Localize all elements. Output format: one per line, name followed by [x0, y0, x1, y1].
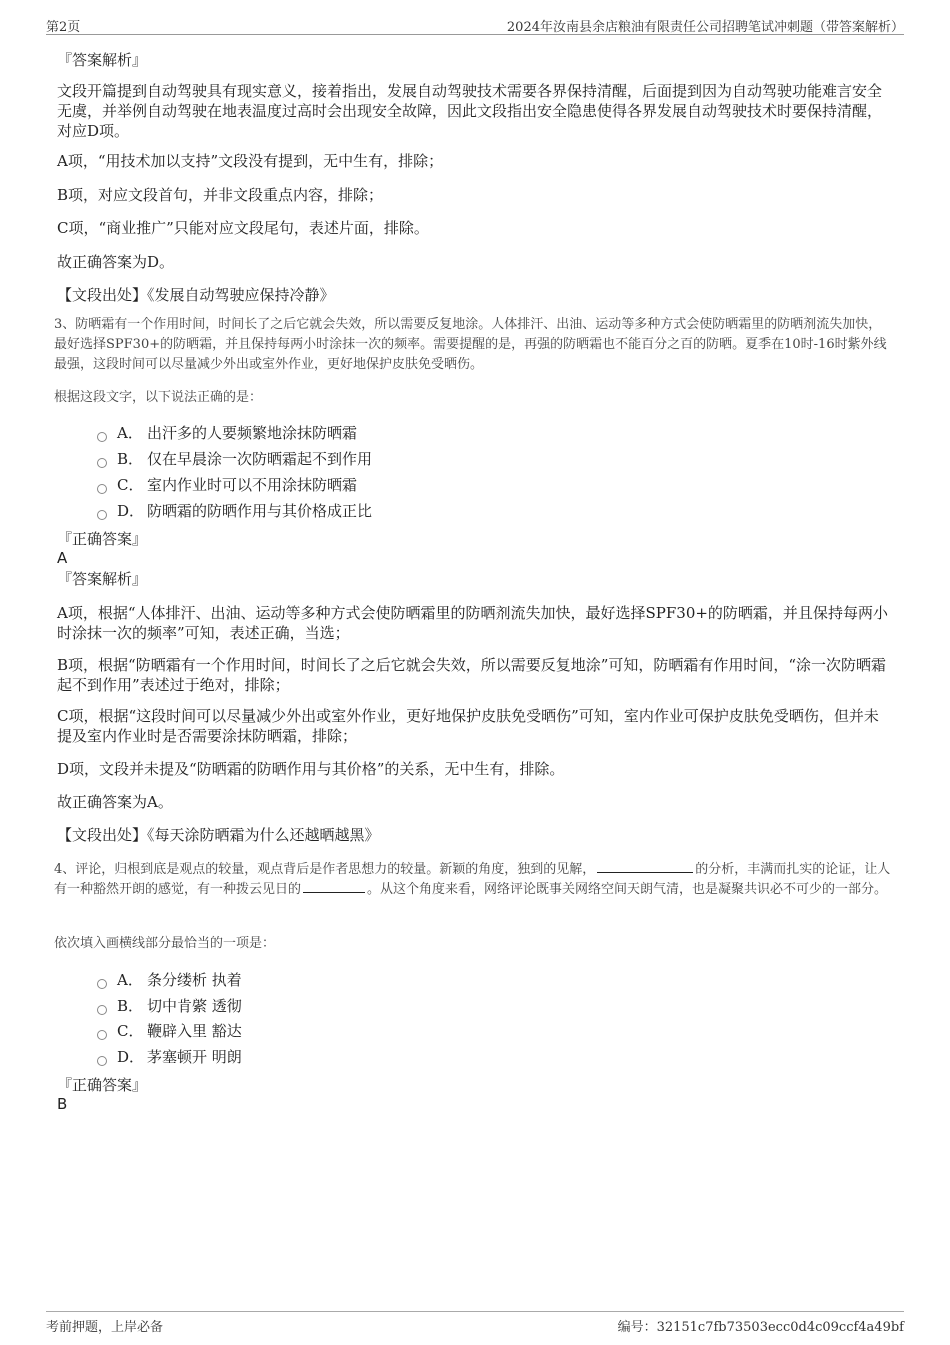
option-key: C． [117, 476, 144, 494]
analysis-option-b: B项，对应文段首句，并非文段重点内容，排除； [57, 186, 384, 204]
option-key: A． [117, 971, 143, 989]
option-b[interactable] [97, 449, 372, 469]
option-key: B． [117, 450, 144, 468]
option-a[interactable] [97, 423, 357, 443]
option-text: 室内作业时可以不用涂抹防晒霜 [147, 476, 358, 494]
option-key: C． [117, 1022, 144, 1040]
option-key: D． [117, 1048, 145, 1066]
answer-conclusion: 故正确答案为A。 [57, 793, 173, 811]
analysis-option-a: A项，根据“人体排汗、出油、运动等多种方式会使防晒霜里的防晒剂流失加快，最好选择SPF30+的防晒霜，并且保持每两小时涂抹一次的频率”可知，表述正确，当选； [57, 604, 888, 642]
option-text: 条分缕析 执着 [147, 971, 242, 989]
option-key: B． [117, 997, 144, 1015]
page-footer [46, 1311, 904, 1338]
question-stem: 3、防晒霜有一个作用时间，时间长了之后它就会失效，所以需要反复地涂。人体排汗、出油、运动等多种方式会使防晒霜里的防晒剂流失加快，最好选择SPF30+的防晒霜，并且保持每两小时涂抹一次的频率。需要提醒的是，再强的防晒霜也不能百分之百的防晒。夏季在10时-16时紫外线最强，这段时间可以尽量减少外出或室外作业，更好地保护皮肤免受晒伤。 [54, 317, 887, 372]
radio-icon[interactable] [97, 458, 107, 468]
answer-conclusion: 故正确答案为D。 [57, 253, 175, 271]
analysis-option-d: D项，文段并未提及“防晒霜的防晒作用与其价格”的关系，无中生有，排除。 [57, 760, 565, 778]
correct-answer: B [57, 1095, 68, 1113]
passage-source: 【文段出处】《发展自动驾驶应保持冷静》 [57, 286, 335, 304]
option-c[interactable] [97, 1021, 242, 1041]
option-text: 防晒霜的防晒作用与其价格成正比 [147, 502, 373, 520]
document-title: 2024年汝南县余店粮油有限责任公司招聘笔试冲刺题（带答案解析） [506, 20, 904, 35]
radio-icon[interactable] [97, 1005, 107, 1015]
analysis-option-c: C项，“商业推广”只能对应文段尾句，表述片面，排除。 [57, 219, 429, 237]
option-a[interactable] [97, 970, 242, 990]
correct-answer: A [57, 549, 68, 567]
radio-icon[interactable] [97, 1030, 107, 1040]
fill-blank-1[interactable] [597, 860, 693, 873]
stem-part-3: 。从这个角度来看，网络评论既事关网络空间天朗气清，也是凝聚共识必不可少的一部分。 [367, 882, 888, 897]
question-prompt: 根据这段文字，以下说法正确的是： [54, 390, 263, 405]
analysis-option-b: B项，根据“防晒霜有一个作用时间，时间长了之后它就会失效，所以需要反复地涂”可知，防晒霜有作用时间，“涂一次防晒霜起不到作用”表述过于绝对，排除； [57, 656, 887, 694]
question-stem [54, 860, 894, 900]
footer-slogan: 考前押题，上岸必备 [46, 1320, 164, 1335]
option-text: 鞭辟入里 豁达 [147, 1022, 242, 1040]
analysis-option-a: A项，“用技术加以支持”文段没有提到，无中生有，排除； [57, 152, 444, 170]
option-c[interactable] [97, 475, 357, 495]
option-key: A． [117, 424, 143, 442]
analysis-option-c: C项，根据“这段时间可以尽量减少外出或室外作业，更好地保护皮肤免受晒伤”可知，室内作业可保护皮肤免受晒伤，但并未提及室内作业时是否需要涂抹防晒霜，排除； [57, 707, 879, 745]
page-number: 第2页 [46, 20, 81, 35]
option-text: 出汗多的人要频繁地涂抹防晒霜 [147, 424, 358, 442]
option-d[interactable] [97, 501, 372, 521]
option-key: D． [117, 502, 145, 520]
passage-source: 【文段出处】《每天涂防晒霜为什么还越晒越黑》 [57, 826, 380, 844]
question-prompt: 依次填入画横线部分最恰当的一项是： [54, 936, 276, 951]
analysis-paragraph: 文段开篇提到自动驾驶具有现实意义，接着指出，发展自动驾驶技术需要各界保持清醒，后面提到因为自动驾驶功能难言安全无虞，并举例自动驾驶在地表温度过高时会出现安全故障，因此文段指出安全隐患使得各界发展自动驾驶技术时要保持清醒，对应D项。 [57, 82, 883, 140]
analysis-heading: 『答案解析』 [57, 51, 148, 69]
page-header [46, 14, 904, 35]
radio-icon[interactable] [97, 510, 107, 520]
radio-icon[interactable] [97, 1056, 107, 1066]
stem-part-2: 的分析，丰满而扎实的论证，让人有一种豁然开朗的感觉，有一种拨云见日的 [54, 862, 891, 897]
analysis-heading: 『答案解析』 [57, 570, 148, 588]
option-b[interactable] [97, 996, 242, 1016]
radio-icon[interactable] [97, 432, 107, 442]
radio-icon[interactable] [97, 979, 107, 989]
answer-heading: 『正确答案』 [57, 530, 148, 548]
document-id: 编号：32151c7fb73503ecc0d4c09ccf4a49bf [617, 1320, 904, 1335]
option-d[interactable] [97, 1047, 242, 1067]
radio-icon[interactable] [97, 484, 107, 494]
stem-part-1: 4、评论，归根到底是观点的较量，观点背后是作者思想力的较量。新颖的角度，独到的见解， [54, 862, 596, 877]
answer-heading: 『正确答案』 [57, 1076, 148, 1094]
option-text: 茅塞顿开 明朗 [147, 1048, 242, 1066]
fill-blank-2[interactable] [303, 880, 365, 893]
option-text: 切中肯綮 透彻 [147, 997, 242, 1015]
option-text: 仅在早晨涂一次防晒霜起不到作用 [147, 450, 373, 468]
